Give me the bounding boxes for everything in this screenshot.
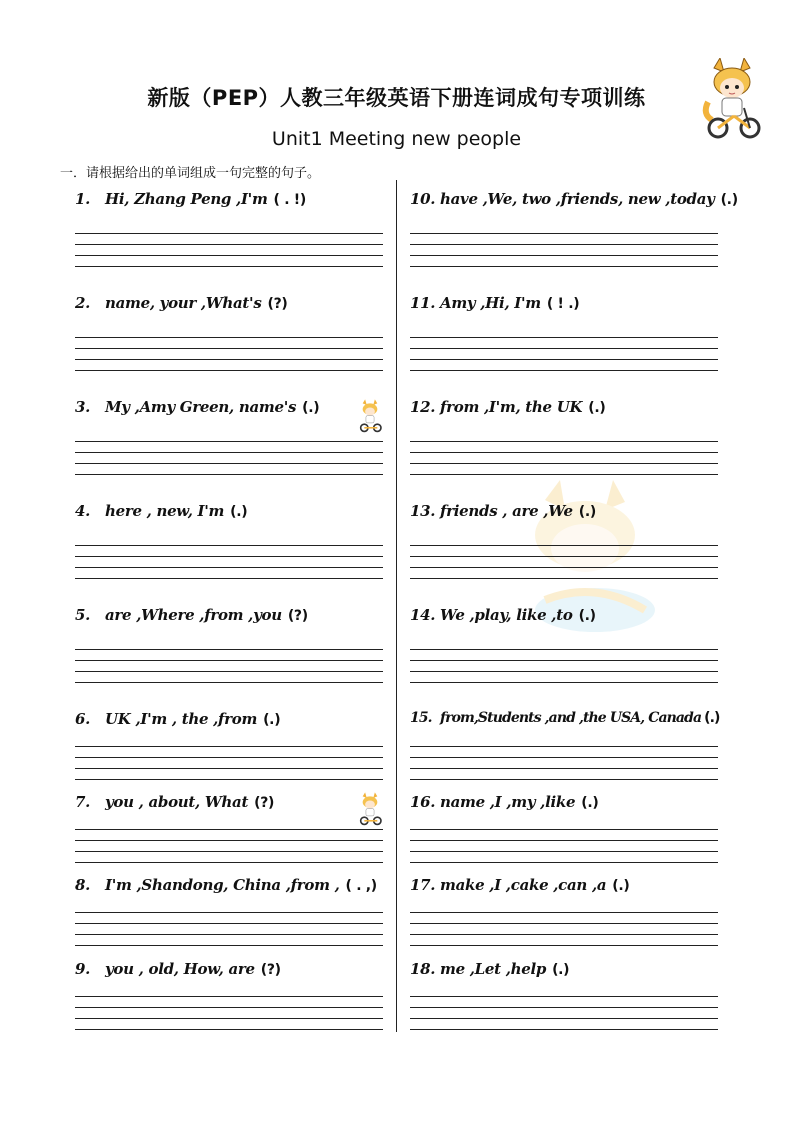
item-punctuation: (?) bbox=[254, 795, 275, 811]
item-words: make ,I ,cake ,can ,a bbox=[440, 876, 607, 894]
exercise-item-12 bbox=[410, 398, 605, 416]
item-words: Amy ,Hi, I'm bbox=[440, 294, 541, 312]
exercise-item-7 bbox=[75, 793, 274, 811]
item-number: 18. bbox=[410, 960, 436, 978]
instruction-text: 一．请根据给出的单词组成一句完整的句子。 bbox=[60, 166, 321, 181]
item-words: here , new, I'm bbox=[105, 502, 225, 520]
item-number: 14. bbox=[410, 606, 436, 624]
exercise-item-16 bbox=[410, 793, 598, 811]
item-words: you , old, How, are bbox=[105, 960, 255, 978]
exercise-item-15 bbox=[410, 710, 720, 726]
small-mascot-icon bbox=[357, 397, 383, 435]
item-punctuation: (.) bbox=[578, 504, 596, 520]
item-punctuation: (.) bbox=[704, 710, 720, 726]
column-divider bbox=[396, 180, 397, 1032]
item-number: 10. bbox=[410, 190, 436, 208]
item-punctuation: (.) bbox=[552, 962, 570, 978]
item-number: 3. bbox=[75, 398, 91, 416]
item-punctuation: ( . !) bbox=[273, 192, 306, 208]
item-punctuation: (.) bbox=[588, 400, 606, 416]
exercise-item-1 bbox=[75, 190, 306, 208]
item-words: I'm ,Shandong, China ,from , bbox=[105, 876, 340, 894]
item-number: 12. bbox=[410, 398, 436, 416]
item-punctuation: ( ! .) bbox=[546, 296, 580, 312]
item-number: 13. bbox=[410, 502, 436, 520]
item-number: 7. bbox=[75, 793, 91, 811]
exercise-item-3 bbox=[75, 398, 319, 416]
item-punctuation: (?) bbox=[267, 296, 288, 312]
item-words: from,Students ,and ,the USA, Canada bbox=[440, 710, 702, 726]
exercise-item-4 bbox=[75, 502, 247, 520]
item-number: 4. bbox=[75, 502, 91, 520]
exercise-item-14 bbox=[410, 606, 596, 624]
item-number: 2. bbox=[75, 294, 91, 312]
mascot-fox-bike-icon bbox=[700, 58, 764, 140]
item-punctuation: (.) bbox=[581, 795, 599, 811]
item-words: name ,I ,my ,like bbox=[440, 793, 576, 811]
item-punctuation: (.) bbox=[263, 712, 281, 728]
small-mascot-icon bbox=[357, 790, 383, 828]
item-number: 11. bbox=[410, 294, 436, 312]
exercise-item-8 bbox=[75, 876, 377, 894]
item-number: 8. bbox=[75, 876, 91, 894]
item-words: friends , are ,We bbox=[440, 502, 573, 520]
item-words: We ,play, like ,to bbox=[440, 606, 573, 624]
item-words: My ,Amy Green, name's bbox=[105, 398, 297, 416]
item-punctuation: (.) bbox=[230, 504, 248, 520]
item-number: 1. bbox=[75, 190, 91, 208]
item-words: name, your ,What's bbox=[105, 294, 262, 312]
item-words: me ,Let ,help bbox=[440, 960, 547, 978]
exercise-item-9 bbox=[75, 960, 281, 978]
item-number: 15. bbox=[410, 710, 432, 726]
item-words: Hi, Zhang Peng ,I'm bbox=[105, 190, 268, 208]
page-title: 新版（PEP）人教三年级英语下册连词成句专项训练 bbox=[147, 86, 646, 110]
item-punctuation: (.) bbox=[612, 878, 630, 894]
item-number: 5. bbox=[75, 606, 91, 624]
exercise-item-13 bbox=[410, 502, 596, 520]
item-punctuation: (.) bbox=[578, 608, 596, 624]
item-punctuation: (.) bbox=[720, 192, 738, 208]
item-number: 16. bbox=[410, 793, 436, 811]
item-words: are ,Where ,from ,you bbox=[105, 606, 282, 624]
item-punctuation: (.) bbox=[302, 400, 320, 416]
item-words: have ,We, two ,friends, new ,today bbox=[440, 190, 715, 208]
unit-subtitle: Unit1 Meeting new people bbox=[271, 128, 522, 150]
item-number: 6. bbox=[75, 710, 91, 728]
item-punctuation: (?) bbox=[260, 962, 281, 978]
exercise-item-5 bbox=[75, 606, 308, 624]
item-words: UK ,I'm , the ,from bbox=[105, 710, 258, 728]
item-number: 17. bbox=[410, 876, 436, 894]
exercise-item-6 bbox=[75, 710, 280, 728]
exercise-item-10 bbox=[410, 190, 738, 208]
item-words: from ,I'm, the UK bbox=[440, 398, 583, 416]
exercise-item-17 bbox=[410, 876, 630, 894]
item-punctuation: ( . ,) bbox=[345, 878, 377, 894]
item-words: you , about, What bbox=[105, 793, 249, 811]
item-punctuation: (?) bbox=[287, 608, 308, 624]
exercise-item-2 bbox=[75, 294, 288, 312]
item-number: 9. bbox=[75, 960, 91, 978]
exercise-item-18 bbox=[410, 960, 569, 978]
exercise-item-11 bbox=[410, 294, 579, 312]
